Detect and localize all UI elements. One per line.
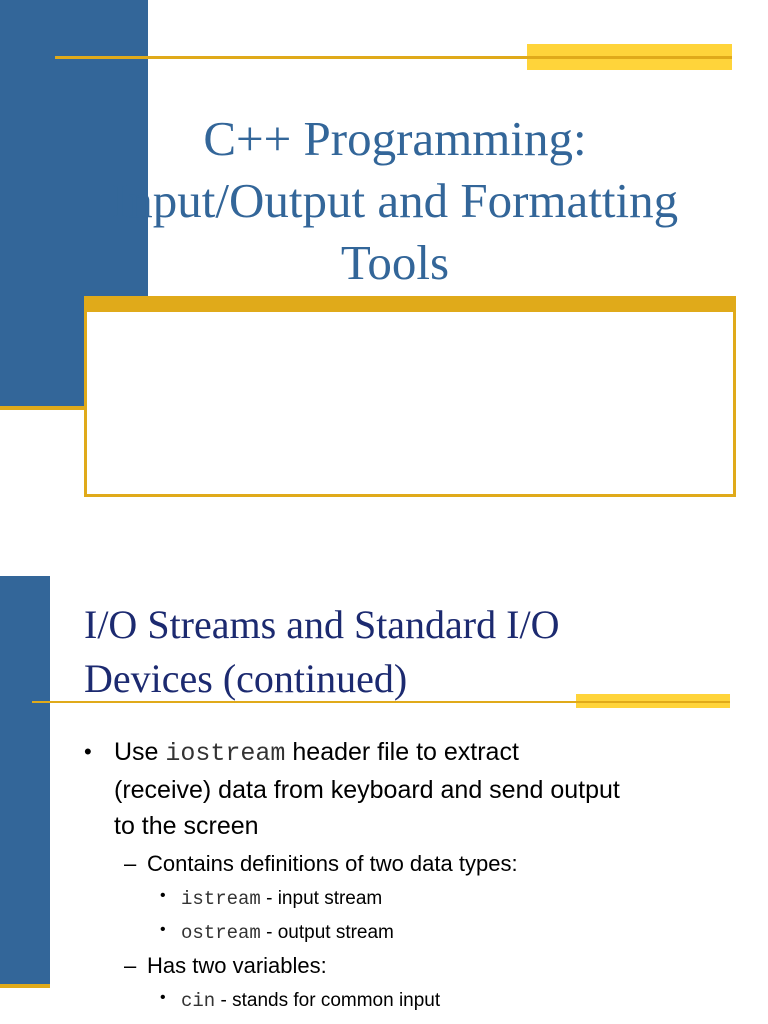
bullet-line-2: (receive) data from keyboard and send output [114,776,620,804]
sub-bullet-item [84,848,744,880]
slide-title [90,108,700,294]
sub-sub-bullet-item [84,984,744,1018]
sub-sub-bullet-item [84,916,744,950]
sub-bullet-text: Contains definitions of two data types: [147,851,518,876]
bullet-text: header file to extract [285,738,519,766]
heading-yellow-bar-stripe [576,701,730,703]
top-gold-line [55,56,530,59]
heading-line-2: Devices (continued) [84,656,408,701]
sub-sub-bullet-item [84,882,744,916]
left-blue-bar-lower [0,296,84,406]
slide-heading [84,598,744,706]
code-term: istream [181,888,261,910]
sub-bullet-item [84,950,744,982]
title-line-1: C++ Programming: [203,111,587,166]
item-description: - stands for common input [215,990,441,1011]
top-yellow-bar-stripe [527,56,732,59]
bullet-item [84,734,744,844]
subtitle-box [84,312,736,497]
left-gold-accent [0,984,50,988]
bullet-dot-icon: • [160,989,166,1006]
bullet-line-1 [114,734,744,772]
sub-bullet-text: Has two variables: [147,953,327,978]
left-blue-bar [0,576,50,986]
bullet-text: Use [114,738,166,766]
code-term: ostream [181,922,261,944]
item-description: - input stream [260,888,383,909]
bullet-dot-icon: • [160,887,166,904]
subtitle-box-header [84,296,736,312]
dash-icon: – [124,953,137,978]
dash-icon: – [124,851,137,876]
item-description: - output stream [260,922,394,943]
bullet-dot-icon: • [84,739,92,764]
left-gold-accent [0,406,84,410]
code-term: cin [181,990,216,1012]
content-slide [0,576,768,1024]
bullet-dot-icon: • [160,921,166,938]
heading-divider-line [32,701,578,703]
code-term: iostream [165,739,286,768]
bullet-line-3: to the screen [114,812,259,840]
title-line-2: Input/Output and Formatting [111,173,679,228]
heading-line-1: I/O Streams and Standard I/O [84,602,560,647]
bullet-list [84,734,744,1018]
title-line-3: Tools [340,235,450,290]
